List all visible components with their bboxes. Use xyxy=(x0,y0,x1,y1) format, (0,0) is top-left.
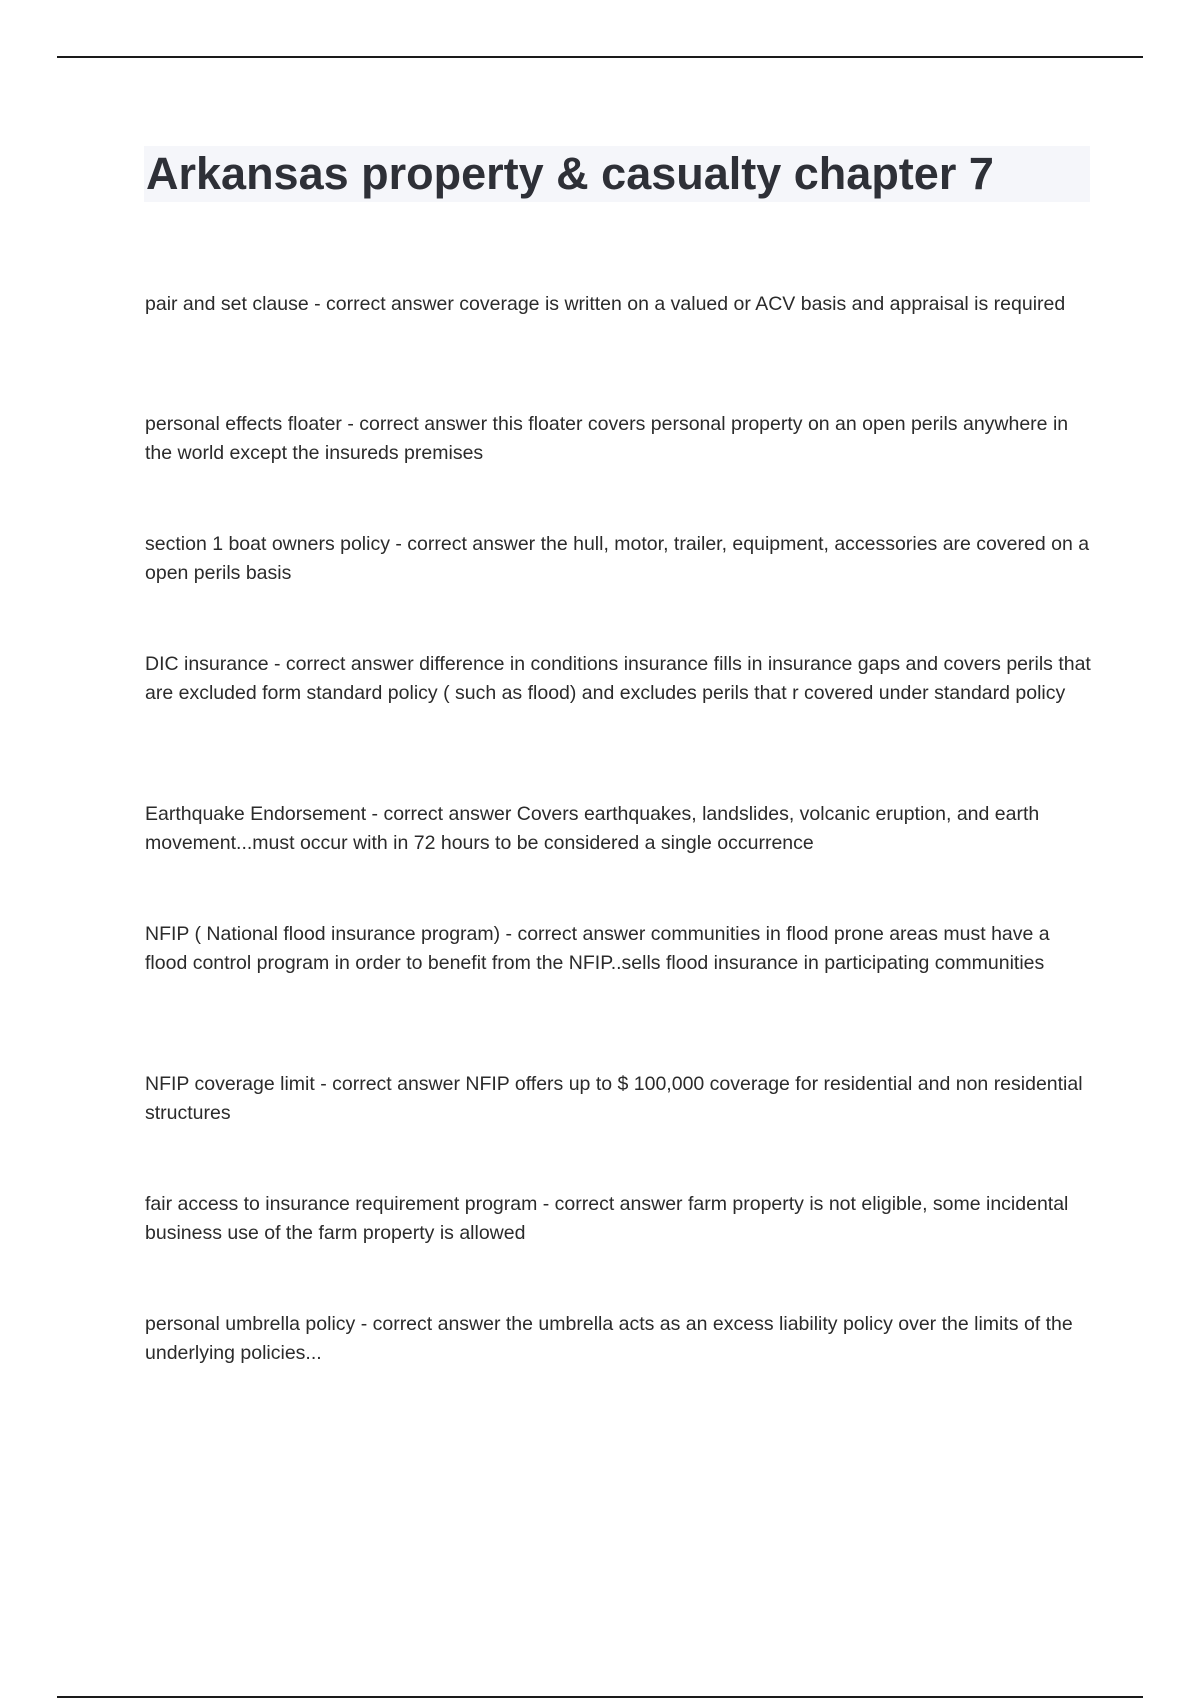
list-item: section 1 boat owners policy - correct answer the hull, motor, trailer, equipment, accessories are covered on a open perils basis xyxy=(145,533,1090,584)
list-item: fair access to insurance requirement program - correct answer farm property is not eligible, some incidental business use of the farm property is allowed xyxy=(145,1193,1069,1244)
list-item: NFIP ( National flood insurance program) - correct answer communities in flood prone areas must have a flood control program in order to benefit from the NFIP..sells flood insurance in participating communities xyxy=(145,923,1050,974)
title-banner xyxy=(144,146,1090,202)
list-item: DIC insurance - correct answer difference in conditions insurance fills in insurance gaps and covers perils that are excluded form standard policy ( such as flood) and excludes perils that r covered under standard policy xyxy=(145,653,1091,704)
page-title: Arkansas property & casualty chapter 7 xyxy=(146,148,994,199)
list-item: personal effects floater - correct answer this floater covers personal property on an open perils anywhere in the world except the insureds premises xyxy=(145,413,1069,464)
list-item: Earthquake Endorsement - correct answer Covers earthquakes, landslides, volcanic eruption, and earth movement...must occur with in 72 hours to be considered a single occurrence xyxy=(145,803,1040,854)
list-item: NFIP coverage limit - correct answer NFIP offers up to $ 100,000 coverage for residential and non residential structures xyxy=(145,1073,1083,1124)
list-item: personal umbrella policy - correct answer the umbrella acts as an excess liability policy over the limits of the underlying policies... xyxy=(145,1313,1073,1364)
top-rule xyxy=(57,56,1143,58)
list-item: pair and set clause - correct answer coverage is written on a valued or ACV basis and appraisal is required xyxy=(145,293,1066,315)
bottom-rule xyxy=(57,1696,1143,1698)
